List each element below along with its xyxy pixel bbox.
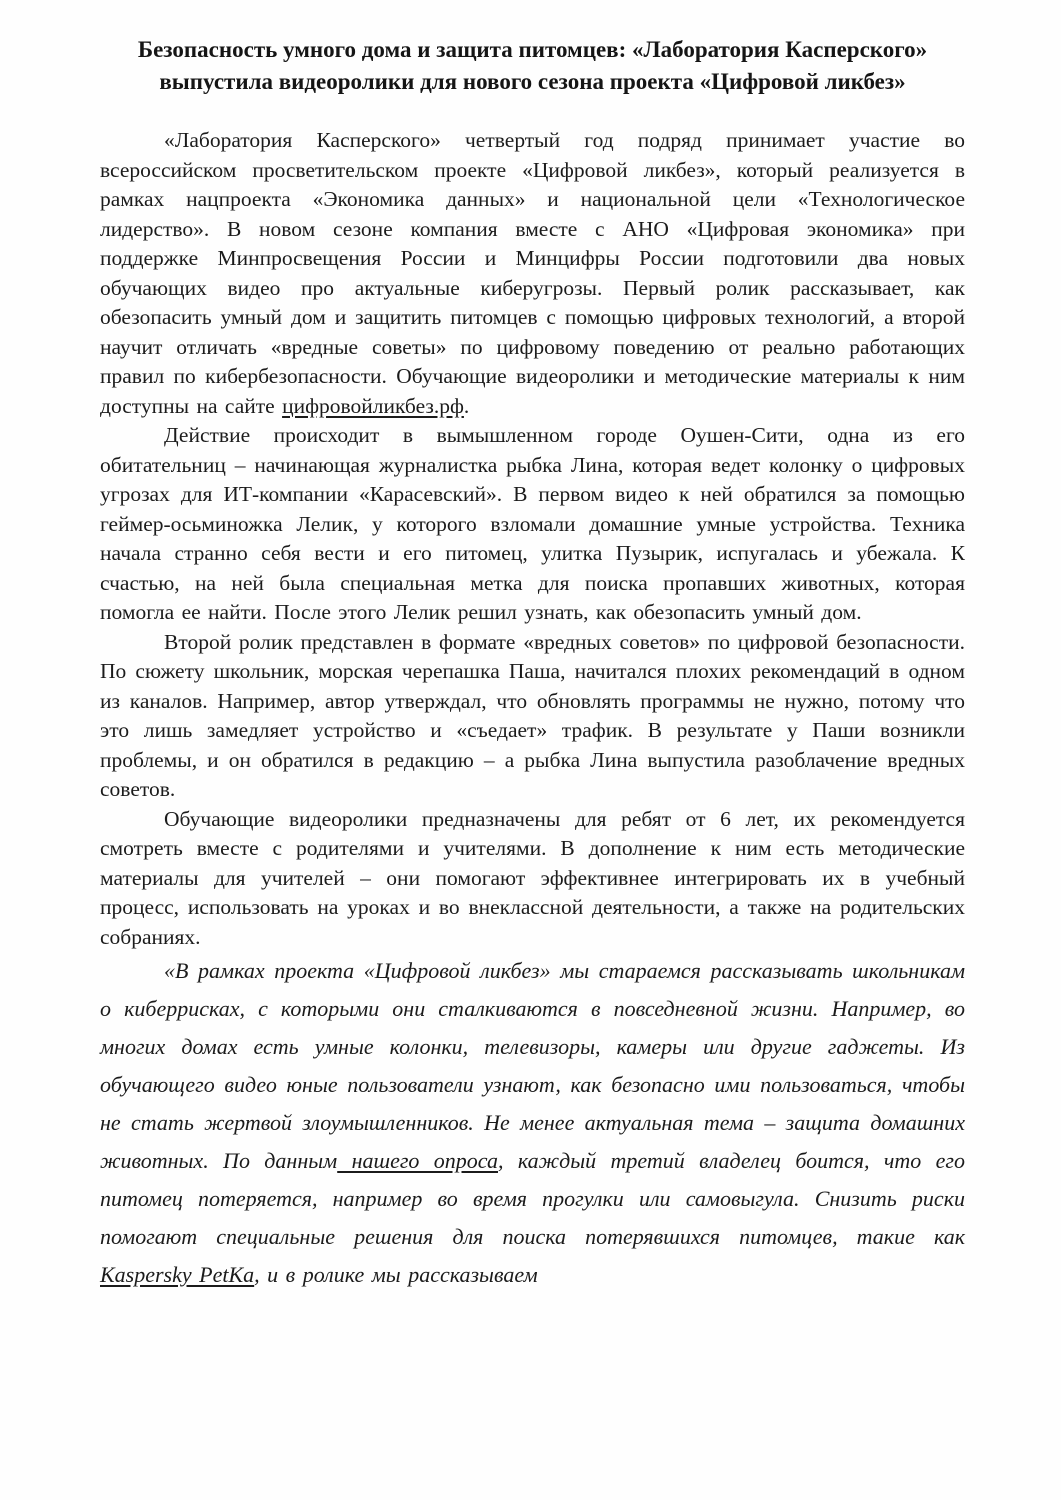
paragraph-ocean-city-story: Действие происходит в вымышленном городе Оушен-Сити, одна из его обитательниц – начинающая журналистка рыбка Лина, которая ведет колонку о цифровых угрозах для ИТ-компании «Карасевский». В первом видео к ней обратился за помощью геймер-осьминожка Лелик, у которого взломали домашние умные устройства. Техника начала странно себя вести и его питомец, улитка Пузырик, испугалась и убежала. К счастью, на ней была специальная метка для поиска пропавших животных, которая помогла ее найти. После этого Лелик решил узнать, как обезопасить умный дом. [100,423,965,624]
quote-text: , и в ролике мы рассказываем [254,1262,538,1287]
paragraph-text: . [463,393,470,418]
paragraph-project-intro [100,126,965,421]
paragraph-text: «Лаборатория Касперского» четвертый год подряд принимает участие во всероссийском просветительском проекте «Цифровой ликбез», который реализуется в рамках нацпроекта «Экономика данных» и национальной цели «Технологическое лидерство». В новом сезоне компания вместе с АНО «Цифровая экономика» при поддержке Минпросвещения России и Минцифры России подготовили два новых обучающих видео про актуальные киберугрозы. Первый ролик рассказывает, как обезопасить умный дом и защитить питомцев с помощью цифровых технологий, а второй научит отличать «вредные советы» по цифровому поведению от реально работающих правил по кибербезопасности. Обучающие видеоролики и методические материалы к ним доступны на сайте [100,128,965,418]
link-survey[interactable]: нашего опроса [337,1148,498,1173]
paragraph-second-video: Второй ролик представлен в формате «вредных советов» по цифровой безопасности. По сюжету школьник, морская черепашка Паша, начитался плохих рекомендаций в одном из каналов. Например, автор утверждал, что обновлять программы не нужно, потому что это лишь замедляет устройство и «съедает» трафик. В результате у Паши возникли проблемы, и он обратился в редакцию – а рыбка Лина выпустила разоблачение вредных советов. [100,629,965,801]
paragraph-quote [100,952,965,1294]
paragraph-audience: Обучающие видеоролики предназначены для ребят от 6 лет, их рекомендуется смотреть вместе с родителями и учителями. В дополнение к ним есть методические материалы для учителей – они помогают эффективнее интегрировать их в учебный процесс, использовать на уроках и во внеклассной деятельности, а также на родительских собраниях. [100,806,965,949]
document-title: Безопасность умного дома и защита питомцев: «Лаборатория Касперского» выпустила видеоролики для нового сезона проекта «Цифровой ликбез» [137,37,928,94]
link-kaspersky-petka[interactable]: Kaspersky PetKa [100,1262,255,1287]
quote-text: , каждый третий владелец боится, что его питомец потеряется, например во время прогулки или самовыгула. Снизить риски помогают специальные решения для поиска потерявшихся питомцев, такие как [100,1148,965,1249]
quote-text: «В рамках проекта «Цифровой ликбез» мы стараемся рассказывать школьникам о киберрисках, с которыми они сталкиваются в повседневной жизни. Например, во многих домах есть умные колонки, телевизоры, камеры или другие гаджеты. Из обучающего видео юные пользователи узнают, как безопасно ими пользоваться, чтобы не стать жертвой злоумышленников. Не менее актуальная тема – защита домашних животных. По данным [100,958,965,1173]
link-digital-literacy-site[interactable]: цифровойликбез.рф [282,393,464,418]
